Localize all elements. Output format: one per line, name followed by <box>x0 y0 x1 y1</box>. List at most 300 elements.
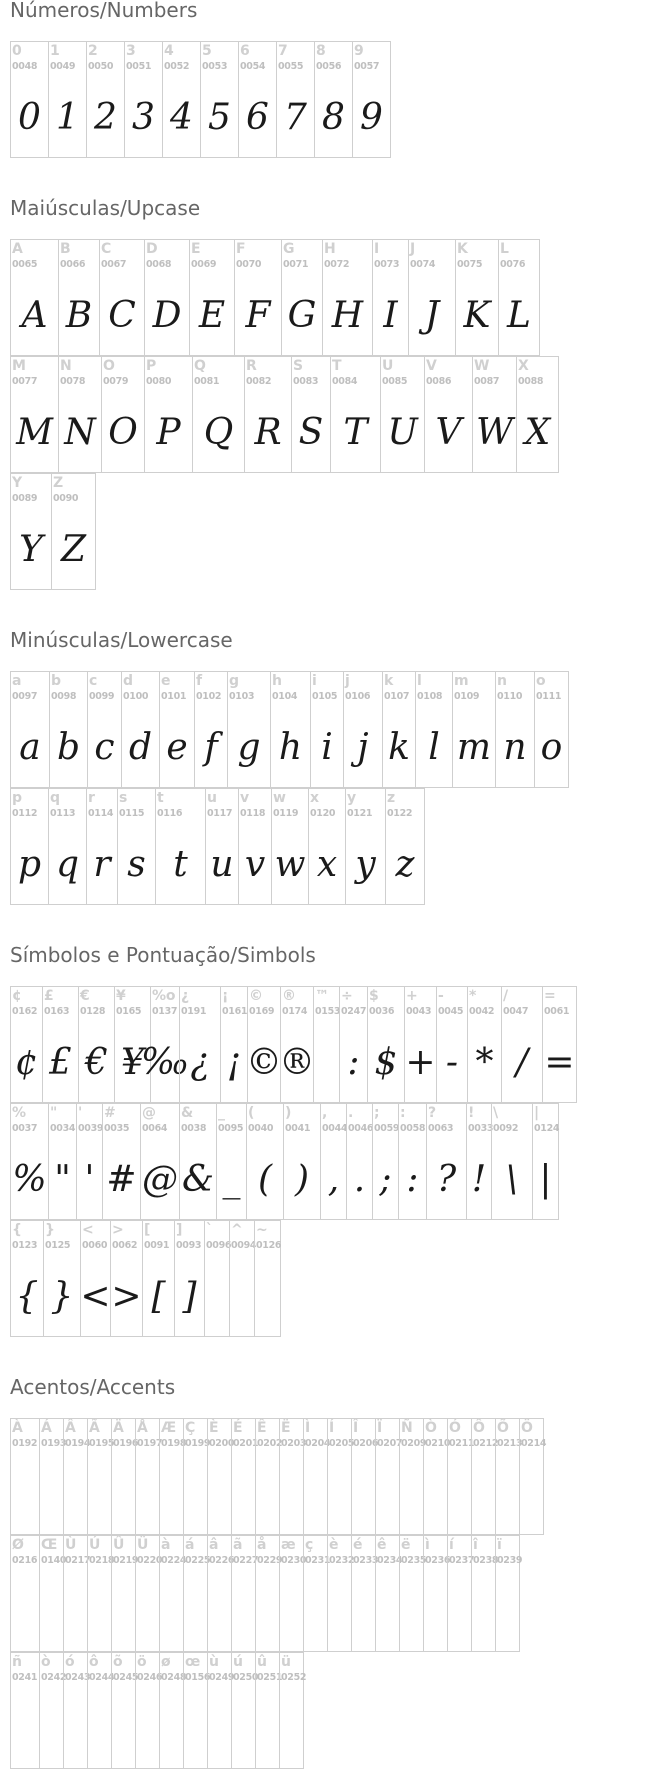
glyph-sample <box>424 1574 447 1649</box>
glyph-label: ü <box>281 1654 291 1670</box>
glyph-label: M <box>12 358 26 374</box>
glyph-sample <box>424 1457 447 1532</box>
glyph-label: o <box>536 673 546 689</box>
glyph-sample: & <box>181 1158 215 1200</box>
glyph-cell <box>519 1418 547 1535</box>
glyph-cell <box>63 1652 91 1769</box>
glyph-label: ö <box>137 1654 147 1670</box>
glyph-cell <box>436 986 468 1103</box>
glyph-code: 0054 <box>240 61 266 72</box>
glyph-cell <box>39 1418 67 1535</box>
glyph-label: q <box>50 790 60 806</box>
glyph-code: 0195 <box>89 1438 115 1449</box>
glyph-code: 0085 <box>382 376 408 387</box>
glyph-code: 0055 <box>278 61 304 72</box>
glyph-cell <box>99 239 145 356</box>
glyph-label: æ <box>281 1537 296 1553</box>
glyph-cell <box>76 1103 103 1220</box>
glyph-code: 0034 <box>50 1123 76 1134</box>
glyph-sample: g <box>237 726 261 768</box>
glyph-label: g <box>229 673 239 689</box>
glyph-code: 0198 <box>161 1438 187 1449</box>
glyph-code: 0051 <box>126 61 152 72</box>
glyph-sample: | <box>539 1158 552 1200</box>
glyph-sample <box>400 1574 423 1649</box>
glyph-label: ò <box>41 1654 51 1670</box>
glyph-code: 0194 <box>65 1438 91 1449</box>
glyph-sample: % <box>12 1158 47 1200</box>
glyph-code: 0249 <box>209 1672 235 1683</box>
glyph-cell <box>327 1418 355 1535</box>
glyph-code: 0083 <box>293 376 319 387</box>
glyph-sample <box>352 1457 375 1532</box>
glyph-label: Å <box>137 1420 148 1436</box>
glyph-code: 0105 <box>312 691 338 702</box>
glyph-code: 0140 <box>41 1555 67 1566</box>
glyph-cell <box>491 1103 533 1220</box>
glyph-label: v <box>240 790 249 806</box>
glyph-code: 0119 <box>273 808 299 819</box>
glyph-label: ^ <box>231 1222 243 1238</box>
section-title-numbers: Números/Numbers <box>10 0 198 22</box>
glyph-sample: r <box>93 843 111 885</box>
glyph-cell <box>144 356 193 473</box>
glyph-cell <box>291 356 331 473</box>
glyph-cell <box>179 986 221 1103</box>
glyph-sample <box>160 1574 183 1649</box>
glyph-label: ( <box>248 1105 255 1121</box>
glyph-label: H <box>324 241 336 257</box>
glyph-label: 6 <box>240 43 250 59</box>
glyph-label: ì <box>425 1537 430 1553</box>
glyph-sample: A <box>21 294 48 336</box>
glyph-cell <box>375 1418 403 1535</box>
glyph-code: 0084 <box>332 376 358 387</box>
glyph-cell <box>78 986 115 1103</box>
glyph-cell <box>183 1418 211 1535</box>
glyph-sample: W <box>475 411 513 453</box>
glyph-label: ! <box>468 1105 475 1121</box>
glyph-sample: ; <box>379 1158 392 1200</box>
glyph-label: I <box>374 241 380 257</box>
glyph-sample <box>280 1574 303 1649</box>
glyph-row-accents-3 <box>10 1652 307 1769</box>
glyph-cell <box>238 41 277 158</box>
glyph-cell <box>279 1535 307 1652</box>
glyph-sample <box>232 1691 255 1766</box>
glyph-code: 0095 <box>218 1123 244 1134</box>
glyph-sample: 2 <box>94 96 117 138</box>
glyph-sample: ! <box>471 1158 487 1200</box>
glyph-sample <box>256 1457 279 1532</box>
glyph-code: 0201 <box>233 1438 259 1449</box>
glyph-code: 0125 <box>45 1240 71 1251</box>
glyph-sample: @ <box>142 1158 178 1200</box>
glyph-cell <box>408 239 456 356</box>
glyph-sample: < <box>80 1275 111 1317</box>
glyph-cell <box>10 1103 49 1220</box>
glyph-cell <box>254 1220 281 1337</box>
glyph-cell <box>220 986 248 1103</box>
glyph-sample: p <box>17 843 42 885</box>
glyph-cell <box>207 1535 235 1652</box>
glyph-label: { <box>12 1222 22 1238</box>
glyph-sample: . <box>353 1158 366 1200</box>
glyph-label: L <box>500 241 509 257</box>
glyph-cell <box>466 1103 492 1220</box>
glyph-code: 0225 <box>185 1555 211 1566</box>
glyph-label: $ <box>369 988 379 1004</box>
glyph-label: Ç <box>185 1420 196 1436</box>
glyph-code: 0100 <box>123 691 149 702</box>
glyph-label: î <box>473 1537 478 1553</box>
glyph-sample: { <box>15 1275 39 1317</box>
glyph-label: / <box>503 988 508 1004</box>
glyph-label: ¥ <box>116 988 126 1004</box>
glyph-label: ¡ <box>222 988 229 1004</box>
glyph-sample: P <box>156 411 181 453</box>
glyph-cell <box>87 1535 115 1652</box>
glyph-code: 0108 <box>417 691 443 702</box>
glyph-cell <box>231 1535 259 1652</box>
glyph-code: 0202 <box>257 1438 283 1449</box>
glyph-code: 0118 <box>240 808 266 819</box>
glyph-cell <box>346 1103 373 1220</box>
glyph-cell <box>87 1652 115 1769</box>
glyph-cell <box>310 671 344 788</box>
glyph-cell <box>498 239 540 356</box>
glyph-sample: ' <box>84 1158 95 1200</box>
glyph-label: Ï <box>377 1420 383 1436</box>
glyph-cell <box>144 239 190 356</box>
glyph-sample <box>376 1457 399 1532</box>
glyph-label: \ <box>493 1105 498 1121</box>
glyph-label: A <box>12 241 23 257</box>
glyph-sample: # <box>106 1158 137 1200</box>
glyph-label: w <box>273 790 286 806</box>
glyph-code: 0087 <box>474 376 500 387</box>
glyph-code: 0248 <box>161 1672 187 1683</box>
glyph-sample: e <box>166 726 188 768</box>
glyph-code: 0080 <box>146 376 172 387</box>
glyph-sample <box>496 1457 519 1532</box>
glyph-label: ~ <box>256 1222 268 1238</box>
glyph-cell <box>330 356 381 473</box>
glyph-cell <box>322 239 373 356</box>
glyph-sample: c <box>94 726 115 768</box>
glyph-cell <box>159 671 195 788</box>
glyph-sample: G <box>287 294 317 336</box>
glyph-code: 0241 <box>12 1672 38 1683</box>
glyph-code: 0233 <box>353 1555 379 1566</box>
glyph-cell <box>162 41 201 158</box>
glyph-cell <box>399 1418 427 1535</box>
glyph-cell <box>303 1418 331 1535</box>
glyph-code: 0126 <box>256 1240 282 1251</box>
glyph-cell <box>423 1418 451 1535</box>
glyph-label: T <box>332 358 342 374</box>
glyph-label: Ë <box>281 1420 291 1436</box>
glyph-cell <box>58 239 100 356</box>
glyph-sample: F <box>245 294 271 336</box>
glyph-code: 0070 <box>236 259 262 270</box>
glyph-cell <box>238 788 272 905</box>
glyph-sample <box>40 1457 63 1532</box>
glyph-cell <box>308 788 346 905</box>
glyph-label: â <box>209 1537 219 1553</box>
glyph-label: £ <box>44 988 54 1004</box>
glyph-code: 0120 <box>310 808 336 819</box>
glyph-sample <box>304 1574 327 1649</box>
glyph-label: W <box>474 358 490 374</box>
glyph-label: à <box>161 1537 171 1553</box>
glyph-code: 0064 <box>142 1123 168 1134</box>
glyph-sample <box>40 1691 63 1766</box>
glyph-label: ø <box>161 1654 171 1670</box>
glyph-sample: ¡ <box>226 1041 242 1083</box>
glyph-code: 0122 <box>387 808 413 819</box>
glyph-label: ' <box>78 1105 83 1121</box>
glyph-sample <box>64 1691 87 1766</box>
glyph-sample: t <box>173 843 188 885</box>
glyph-sample: € <box>85 1041 108 1083</box>
glyph-row-lowercase-1 <box>10 671 569 788</box>
glyph-code: 0238 <box>473 1555 499 1566</box>
glyph-code: 0109 <box>454 691 480 702</box>
glyph-label: ? <box>428 1105 436 1121</box>
glyph-sample: $ <box>374 1041 398 1083</box>
glyph-cell <box>189 239 235 356</box>
glyph-sample <box>88 1457 111 1532</box>
glyph-code: 0217 <box>65 1555 91 1566</box>
glyph-sample <box>112 1574 135 1649</box>
glyph-label: @ <box>142 1105 156 1121</box>
glyph-label: Û <box>113 1537 125 1553</box>
glyph-code: 0044 <box>322 1123 348 1134</box>
glyph-sample <box>472 1457 495 1532</box>
glyph-cell <box>42 986 79 1103</box>
glyph-label: f <box>196 673 202 689</box>
glyph-sample: o <box>540 726 563 768</box>
glyph-label: Ê <box>257 1420 267 1436</box>
glyph-label: C <box>101 241 112 257</box>
glyph-cell <box>345 788 386 905</box>
glyph-label: 5 <box>202 43 212 59</box>
glyph-cell <box>534 671 569 788</box>
glyph-cell <box>455 239 499 356</box>
glyph-label: û <box>257 1654 267 1670</box>
glyph-sample <box>64 1574 87 1649</box>
glyph-label: 9 <box>354 43 364 59</box>
glyph-sample: N <box>64 411 96 453</box>
section-title-lowercase: Minúsculas/Lowercase <box>10 628 233 652</box>
glyph-code: 0073 <box>374 259 400 270</box>
glyph-sample <box>400 1457 423 1532</box>
glyph-code: 0063 <box>428 1123 454 1134</box>
glyph-code: 0062 <box>112 1240 138 1251</box>
glyph-code: 0203 <box>281 1438 307 1449</box>
glyph-sample: j <box>357 726 369 768</box>
glyph-sample: \ <box>505 1158 519 1200</box>
glyph-label: ô <box>89 1654 99 1670</box>
glyph-cell <box>255 1418 283 1535</box>
glyph-code: 0165 <box>116 1006 142 1017</box>
glyph-sample <box>448 1574 471 1649</box>
glyph-cell <box>495 1535 523 1652</box>
glyph-code: 0156 <box>185 1672 211 1683</box>
glyph-code: 0193 <box>41 1438 67 1449</box>
glyph-label: O <box>103 358 115 374</box>
glyph-sample: ¿ <box>190 1041 210 1083</box>
glyph-sample <box>280 1691 303 1766</box>
glyph-cell <box>276 41 315 158</box>
glyph-sample: 6 <box>246 96 269 138</box>
glyph-code: 0088 <box>518 376 544 387</box>
glyph-code: 0041 <box>285 1123 311 1134</box>
glyph-code: 0235 <box>401 1555 427 1566</box>
glyph-label: p <box>12 790 22 806</box>
glyph-sample: v <box>244 843 266 885</box>
glyph-sample: B <box>65 294 93 336</box>
glyph-cell <box>10 1535 40 1652</box>
glyph-code: 0250 <box>233 1672 259 1683</box>
glyph-code: 0199 <box>185 1438 211 1449</box>
glyph-sample <box>112 1691 135 1766</box>
glyph-sample: H <box>331 294 364 336</box>
glyph-label: z <box>387 790 395 806</box>
glyph-sample <box>160 1457 183 1532</box>
glyph-code: 0123 <box>12 1240 38 1251</box>
glyph-label: n <box>497 673 507 689</box>
glyph-label: Í <box>329 1420 335 1436</box>
glyph-cell <box>10 1418 40 1535</box>
glyph-cell <box>255 1535 283 1652</box>
glyph-cell <box>117 788 156 905</box>
glyph-label: ê <box>377 1537 387 1553</box>
glyph-label: õ <box>113 1654 123 1670</box>
glyph-label: í <box>449 1537 454 1553</box>
glyph-label: > <box>112 1222 124 1238</box>
glyph-label: s <box>119 790 128 806</box>
glyph-sample: k <box>388 726 410 768</box>
glyph-sample: Y <box>19 528 43 570</box>
glyph-code: 0043 <box>406 1006 432 1017</box>
glyph-sample: 3 <box>132 96 155 138</box>
glyph-code: 0196 <box>113 1438 139 1449</box>
glyph-sample <box>255 1259 280 1334</box>
glyph-sample <box>184 1574 207 1649</box>
glyph-sample: l <box>428 726 440 768</box>
glyph-sample: ¥ <box>121 1041 144 1083</box>
glyph-label: e <box>161 673 171 689</box>
glyph-cell <box>43 1220 81 1337</box>
glyph-cell <box>231 1652 259 1769</box>
glyph-cell <box>399 1535 427 1652</box>
glyph-sample <box>232 1457 255 1532</box>
glyph-cell <box>179 1103 217 1220</box>
glyph-cell <box>194 671 228 788</box>
glyph-cell <box>205 788 239 905</box>
glyph-cell <box>87 671 122 788</box>
glyph-label: & <box>181 1105 194 1121</box>
glyph-label: Ò <box>425 1420 437 1436</box>
glyph-label: Q <box>194 358 206 374</box>
glyph-cell <box>501 986 543 1103</box>
glyph-sample: z <box>395 843 415 885</box>
glyph-sample: n <box>503 726 527 768</box>
glyph-cell <box>159 1652 187 1769</box>
glyph-sample: ? <box>436 1158 457 1200</box>
glyph-sample: £ <box>49 1041 72 1083</box>
glyph-code: 0065 <box>12 259 38 270</box>
glyph-code: 0106 <box>345 691 371 702</box>
glyph-label: | <box>534 1105 539 1121</box>
glyph-sample <box>256 1691 279 1766</box>
glyph-code: 0229 <box>257 1555 283 1566</box>
glyph-cell <box>159 1418 187 1535</box>
glyph-cell <box>10 1652 40 1769</box>
glyph-sample: w <box>274 843 306 885</box>
glyph-sample: O <box>108 411 138 453</box>
glyph-cell <box>39 1652 67 1769</box>
glyph-code: 0206 <box>353 1438 379 1449</box>
glyph-label: Ú <box>89 1537 101 1553</box>
glyph-sample <box>208 1574 231 1649</box>
glyph-cell <box>385 788 425 905</box>
glyph-label: ú <box>233 1654 243 1670</box>
glyph-cell <box>471 1418 499 1535</box>
glyph-label: , <box>322 1105 328 1121</box>
glyph-cell <box>351 1418 379 1535</box>
glyph-code: 0242 <box>41 1672 67 1683</box>
glyph-label: b <box>51 673 61 689</box>
glyph-cell <box>423 1535 451 1652</box>
glyph-cell <box>398 1103 427 1220</box>
glyph-code: 0210 <box>425 1438 451 1449</box>
glyph-sample: D <box>152 294 182 336</box>
glyph-cell <box>111 1418 139 1535</box>
glyph-code: 0214 <box>521 1438 547 1449</box>
glyph-sample: f <box>204 726 218 768</box>
glyph-code: 0097 <box>12 691 38 702</box>
glyph-code: 0035 <box>104 1123 130 1134</box>
section-title-accents: Acentos/Accents <box>10 1375 176 1399</box>
glyph-cell <box>207 1652 235 1769</box>
glyph-cell <box>102 1103 141 1220</box>
glyph-code: 0220 <box>137 1555 163 1566</box>
glyph-label: h <box>272 673 282 689</box>
glyph-sample <box>472 1574 495 1649</box>
glyph-cell <box>86 788 118 905</box>
glyph-sample: - <box>445 1041 459 1083</box>
glyph-row-symbols-1 <box>10 986 577 1103</box>
glyph-sample: Z <box>60 528 86 570</box>
glyph-code: 0056 <box>316 61 342 72</box>
glyph-sample <box>208 1457 231 1532</box>
glyph-code: 0081 <box>194 376 220 387</box>
glyph-cell <box>10 41 49 158</box>
glyph-sample: i <box>321 726 333 768</box>
glyph-code: 0115 <box>119 808 145 819</box>
glyph-sample: 0 <box>18 96 41 138</box>
glyph-code: 0069 <box>191 259 217 270</box>
glyph-label: 8 <box>316 43 326 59</box>
glyph-sample <box>496 1574 519 1649</box>
glyph-cell <box>183 1535 211 1652</box>
glyph-cell <box>39 1535 67 1652</box>
glyph-cell <box>313 986 340 1103</box>
glyph-code: 0107 <box>384 691 410 702</box>
